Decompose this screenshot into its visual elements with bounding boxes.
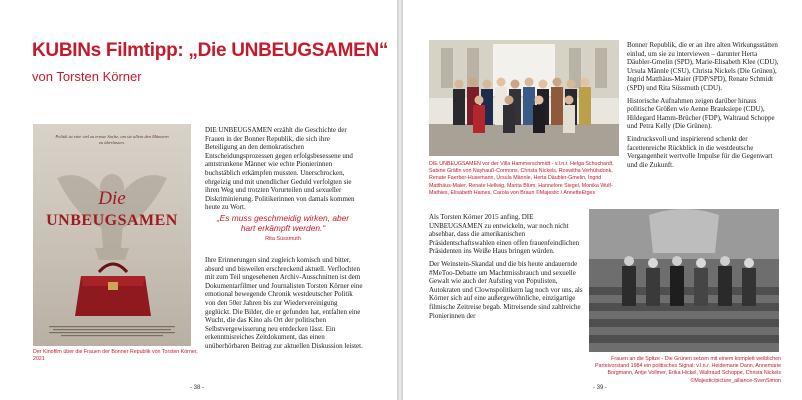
paragraph: Der Weinstein-Skandal und die bis heute andauernde #MeToo-Debatte um Machtmissbrauch und sexuelle Gewalt wie auch der Aufstieg von Populisten, Autokraten und Clownspolitikern lag noch vor uns, als Körner sich auf eine außergewöhnliche, einzigartige filmische Zeitreise begab. Mitreisende sind zahlreiche Pionierinnen der: [429, 259, 583, 320]
poster-title-line1: Die: [98, 188, 126, 209]
paragraph: Historische Aufnahmen zeigen darüber hinaus politische Größen wie Aenne Brauksiepe (CDU), Hildegard Hamm-Brücher (FDP), Waltraud Schoppe und Petra Kelly (Die Grünen).: [627, 96, 775, 131]
poster-tagline: Politik ist eine viel zu ernste Sache, um sie allein den Männern zu überlassen.: [55, 134, 169, 145]
page-number-right: - 39 -: [593, 385, 608, 391]
page-number-left: - 38 -: [190, 385, 205, 391]
body-text-main: Ihre Erinnerungen sind zugleich komisch und bitter, absurd und bisweilen erschreckend aktuell. Verflochten mit zum Teil ungesehenen Archiv-Ausschnitten ist dem Dokumentarfilmer und Journalisten Torsten Körner eine emotional bewegende Chronik westdeutscher Politik von den 50er Jahren bis zur Wiedervereinigung geglückt. Die Bilder, die er gefunden hat, entfalten eine Wucht, die das Kino als Ort der politischen Selbstvergewisserung neu entdecken lässt. Ein erkenntnisreiches Zeitdokument, das einen unüberhörbaren Beitrag zur aktuellen Diskussion leistet.: [205, 256, 363, 350]
article-title: KUBINs Filmtipp: „Die UNBEUGSAMEN“: [32, 40, 389, 61]
film-poster: [33, 124, 191, 346]
poster-title-line2: UNBEUGSAMEN: [46, 212, 178, 229]
body-text-right-top: [627, 41, 783, 173]
page-right: [403, 0, 802, 400]
photo-caption-villa: DIE UNBEUGSAMEN vor der Villa Hammerschmidt - v.l.n.r. Helga Schuchardt, Sabine Gräfin von Nayhauß-Cormons, Christa Nickels, Roswitha Verhülsdonk, Renate Faerber-Husemann, Ursula Männle, Herta Däubler-Gmelin, Ingrid Matthäus-Maier, Renate Hellwig, Marita Blüm, Hannelore Siegel, Monika Wulf-Mathies, Elisabeth Haines, Carola von Braun ©Majestic / AnnetteEtges: [429, 161, 614, 196]
body-text-intro: DIE UNBEUGSAMEN erzählt die Geschichte der Frauen in der Bonner Republik, die sich ihre Beteiligung an den demokratischen Entscheidungsprozessen gegen erfolgsbesessene und amtstrunkene Männer wie echte Pionierinnen buchstäblich erkämpfen mussten. Unerschrocken, ehrgeizig und mit unendlicher Geduld verfolgten sie ihren Weg und trotzten Vorurteilen und sexueller Diskriminierung. Politikerinnen von damals kommen heute zu Wort.: [205, 126, 355, 212]
pull-quote-author: Rita Süssmuth: [265, 236, 301, 242]
photo-caption-greens: Frauen an die Spitze - Die Grünen setzen mit einem komplett weiblichen Parteivorstand 1984 ein politisches Signal: v.l.n.r. Heidemarie Dann, Annemarie Borgmann, Antje Vollmer, Erika Hickel, Waltraud Schoppe, Christa Nickels ©Majestic/picture_alliance-SvenSimon: [595, 356, 781, 384]
poster-caption: Der Kinofilm über die Frauen der Bonner Republik von Torsten Körner, 2021: [33, 349, 198, 363]
photo-greens-board: [589, 209, 779, 352]
paragraph: Als Torsten Körner 2015 anfing, DIE UNBEUGSAMEN zu entwickeln, war noch nicht absehbar, dass die amerikanischen Präsidentschaftswahlen einen offen frauenfeindlichen Präsidenten ins Weiße Haus bringen würden.: [429, 213, 580, 256]
body-text-right-bottom: [429, 213, 585, 324]
pull-quote: „Es muss geschmeidig wirken, aber hart erkämpft werden.“: [216, 213, 350, 233]
article-author: von Torsten Körner: [32, 69, 142, 84]
paragraph: Eindrucksvoll und inspirierend schenkt der facettenreiche Rückblick in die westdeutsche Vergangenheit wertvolle Impulse für die Gegenwart und die Zukunft.: [627, 134, 773, 169]
paragraph: Bonner Republik, die er an ihre alten Wirkungsstätten einlud, um sie zu interviewen – darunter Herta Däubler-Gmelin (SPD), Marie-Elisabeth Klee (CDU), Ursula Männle (CSU), Christa Nickels (Die Grünen), Ingrid Matthäus-Maier (FDP/SPD), Renate Schmidt (SPD) und Rita Süssmuth (CDU).: [627, 41, 779, 92]
group-photo-villa: [429, 40, 619, 156]
page-left: [0, 0, 397, 400]
poster-credits-block: [47, 324, 177, 340]
handbag-illustration: [73, 256, 153, 318]
